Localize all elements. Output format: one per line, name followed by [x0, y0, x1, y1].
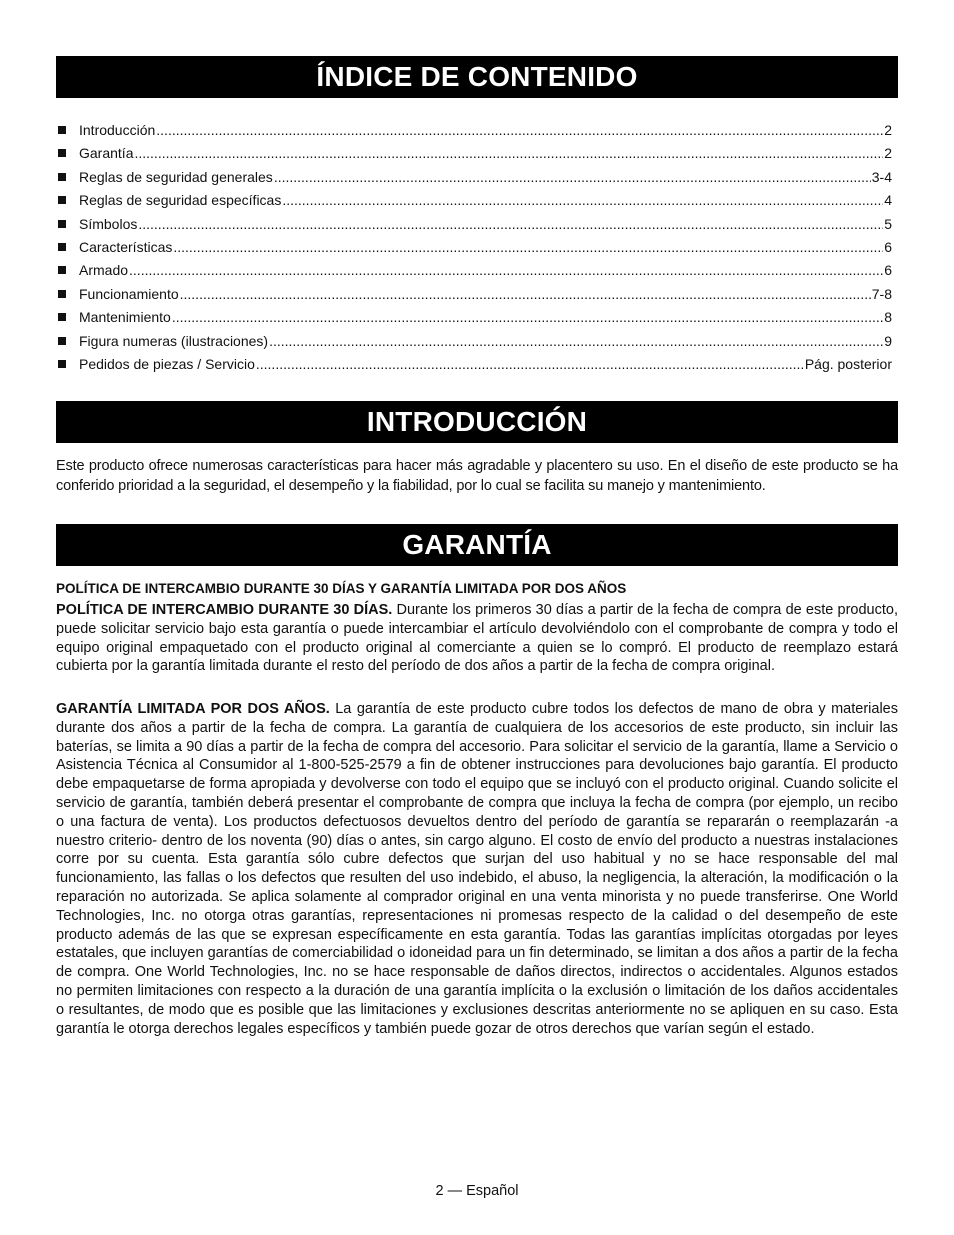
- warranty-section-title: GARANTÍA: [56, 524, 898, 566]
- limited-warranty-text: La garantía de este producto cubre todos los defectos de mano de obra y materiales durante dos años a partir de la fecha de compra. La garantía de cualquiera de los accesorios de este producto, sin incluir las baterías, se limita a 90 días a partir de la fecha de compra del accesorio. Para solicitar el servicio de la garantía, llame a Servicio o Asistencia Técnica al Consumidor al 1-800-525-2579 a fin de obtener instrucciones para devoluciones bajo garantía. El producto debe empaquetarse de forma apropiada y devolverse con todo el equipo que se incluyó con el producto original. Cuando solicite el servicio de garantía, también deberá presentar el comprobante de compra que incluya la fecha de compra (por ejemplo, un recibo o una factura de venta). Los productos defectuosos devueltos dentro del período de garantía se repararán o reemplazarán -a nuestro criterio- dentro de los noventa (90) días o antes, sin cargo alguno. El costo de envío del producto a nuestras instalaciones corre por su cuenta. Esta garantía sólo cubre defectos que surjan del uso habitual y no se hace responsable del mal funcionamiento, las fallas o los defectos que resulten del uso indebido, el abuso, la negligencia, la alteración, la modificación o la reparación no autorizada. Se aplica solamente al comprador original en una venta minorista y no puede transferirse. One World Technologies, Inc. no otorga otras garantías, representaciones ni promesas respecto de la calidad o del desempeño de este producto además de las que se expresan específicamente en esta garantía. Todas las garantías implícitas otorgadas por leyes estatales, que incluyen garantías de comerciabilidad o idoneidad para un fin determinado, se limitan a dos años a partir de la fecha de compra. One World Technologies, Inc. no se hace responsable de daños directos, indirectos o accidentales. Algunos estados no permiten limitaciones con respecto a la duración de una garantía implícita o la exclusión o limitación de los daños accidentales o resultantes, de modo que es posible que las limitaciones y exclusiones descritas anteriormente no se apliquen en su caso. Esta garantía le otorga derechos legales específicos y también puede gozar de otros derechos que varían según el estado.: [56, 701, 898, 1037]
- toc-entry: [56, 119, 892, 142]
- square-bullet-icon: [58, 126, 66, 134]
- square-bullet-icon: [58, 196, 66, 204]
- limited-warranty-paragraph: [56, 700, 898, 1038]
- introduction-section-title: INTRODUCCIÓN: [56, 401, 898, 443]
- square-bullet-icon: [58, 337, 66, 345]
- square-bullet-icon: [58, 173, 66, 181]
- toc-entry: [56, 306, 892, 329]
- exchange-policy-text: Durante los primeros 30 días a partir de la fecha de compra de este producto, puede solicitar servicio bajo esta garantía o puede intercambiar el artículo devolviéndolo con el comprobante de compra y todo el equipo original empaquetado con el producto original al comerciante a quien se lo compró. El producto de reemplazo estará cubierta por la garantía limitada durante el resto del período de dos años a partir de la fecha de compra original.: [56, 602, 898, 675]
- toc-entry: [56, 353, 892, 376]
- dot-leader: [156, 119, 883, 142]
- dot-leader: [274, 166, 871, 189]
- toc-entry-page: 6: [884, 238, 892, 255]
- toc-entry-label: Mantenimiento: [79, 309, 171, 326]
- toc-entry-label: Pedidos de piezas / Servicio: [79, 355, 255, 372]
- toc-entry-label: Armado: [79, 262, 129, 279]
- limited-warranty-lead: GARANTÍA LIMITADA POR DOS AÑOS.: [56, 701, 330, 717]
- toc-section-title: ÍNDICE DE CONTENIDO: [56, 56, 898, 98]
- toc-entry-page: 6: [884, 262, 892, 279]
- dot-leader: [282, 189, 883, 212]
- dot-leader: [129, 259, 883, 282]
- table-of-contents: [56, 119, 892, 376]
- toc-entry-page: 4: [884, 192, 892, 209]
- page-footer: 2 — Español: [435, 1183, 519, 1199]
- dot-leader: [172, 306, 883, 329]
- dot-leader: [138, 213, 883, 236]
- toc-entry-page: 9: [884, 332, 892, 349]
- toc-entry-page: 2: [884, 122, 892, 138]
- toc-entry-label: Reglas de seguridad generales: [79, 168, 273, 185]
- toc-entry-page: 8: [884, 309, 892, 326]
- toc-entry: [56, 166, 892, 189]
- toc-entry: [56, 283, 892, 306]
- toc-entry-page: 2: [884, 145, 892, 162]
- square-bullet-icon: [58, 149, 66, 157]
- toc-entry-label: Símbolos: [79, 215, 138, 232]
- toc-entry-label: Figura numeras (ilustraciones): [79, 332, 269, 349]
- dot-leader: [173, 236, 883, 259]
- square-bullet-icon: [58, 266, 66, 274]
- warranty-heading: POLÍTICA DE INTERCAMBIO DURANTE 30 DÍAS Y GARANTÍA LIMITADA POR DOS AÑOS: [56, 581, 627, 596]
- square-bullet-icon: [58, 360, 66, 368]
- toc-entry: [56, 236, 892, 259]
- exchange-policy-lead: POLÍTICA DE INTERCAMBIO DURANTE 30 DÍAS.: [56, 602, 393, 618]
- square-bullet-icon: [58, 220, 66, 228]
- toc-entry: [56, 259, 892, 282]
- toc-entry-page: 3-4: [871, 168, 892, 185]
- toc-entry: [56, 142, 892, 165]
- toc-entry-page: 5: [884, 215, 892, 232]
- dot-leader: [180, 283, 871, 306]
- toc-entry: [56, 213, 892, 236]
- toc-entry-label: Funcionamiento: [79, 285, 179, 302]
- dot-leader: [134, 142, 883, 165]
- toc-entry-label: Reglas de seguridad específicas: [79, 192, 282, 209]
- toc-entry-label: Introducción: [79, 122, 156, 138]
- dot-leader: [269, 330, 883, 353]
- square-bullet-icon: [58, 290, 66, 298]
- toc-entry: [56, 189, 892, 212]
- toc-entry-page: 7-8: [871, 285, 892, 302]
- toc-entry-label: Garantía: [79, 145, 134, 162]
- dot-leader: [256, 353, 804, 376]
- toc-entry: [56, 330, 892, 353]
- square-bullet-icon: [58, 243, 66, 251]
- toc-entry-page: Pág. posterior: [804, 355, 892, 372]
- introduction-text: Este producto ofrece numerosas características para hacer más agradable y placentero su uso. En el diseño de este producto se ha conferido prioridad a la seguridad, el desempeño y la fiabilidad, por lo cual se facilita su manejo y mantenimiento.: [56, 458, 898, 494]
- exchange-policy-paragraph: [56, 601, 898, 676]
- square-bullet-icon: [58, 313, 66, 321]
- toc-entry-label: Características: [79, 238, 173, 255]
